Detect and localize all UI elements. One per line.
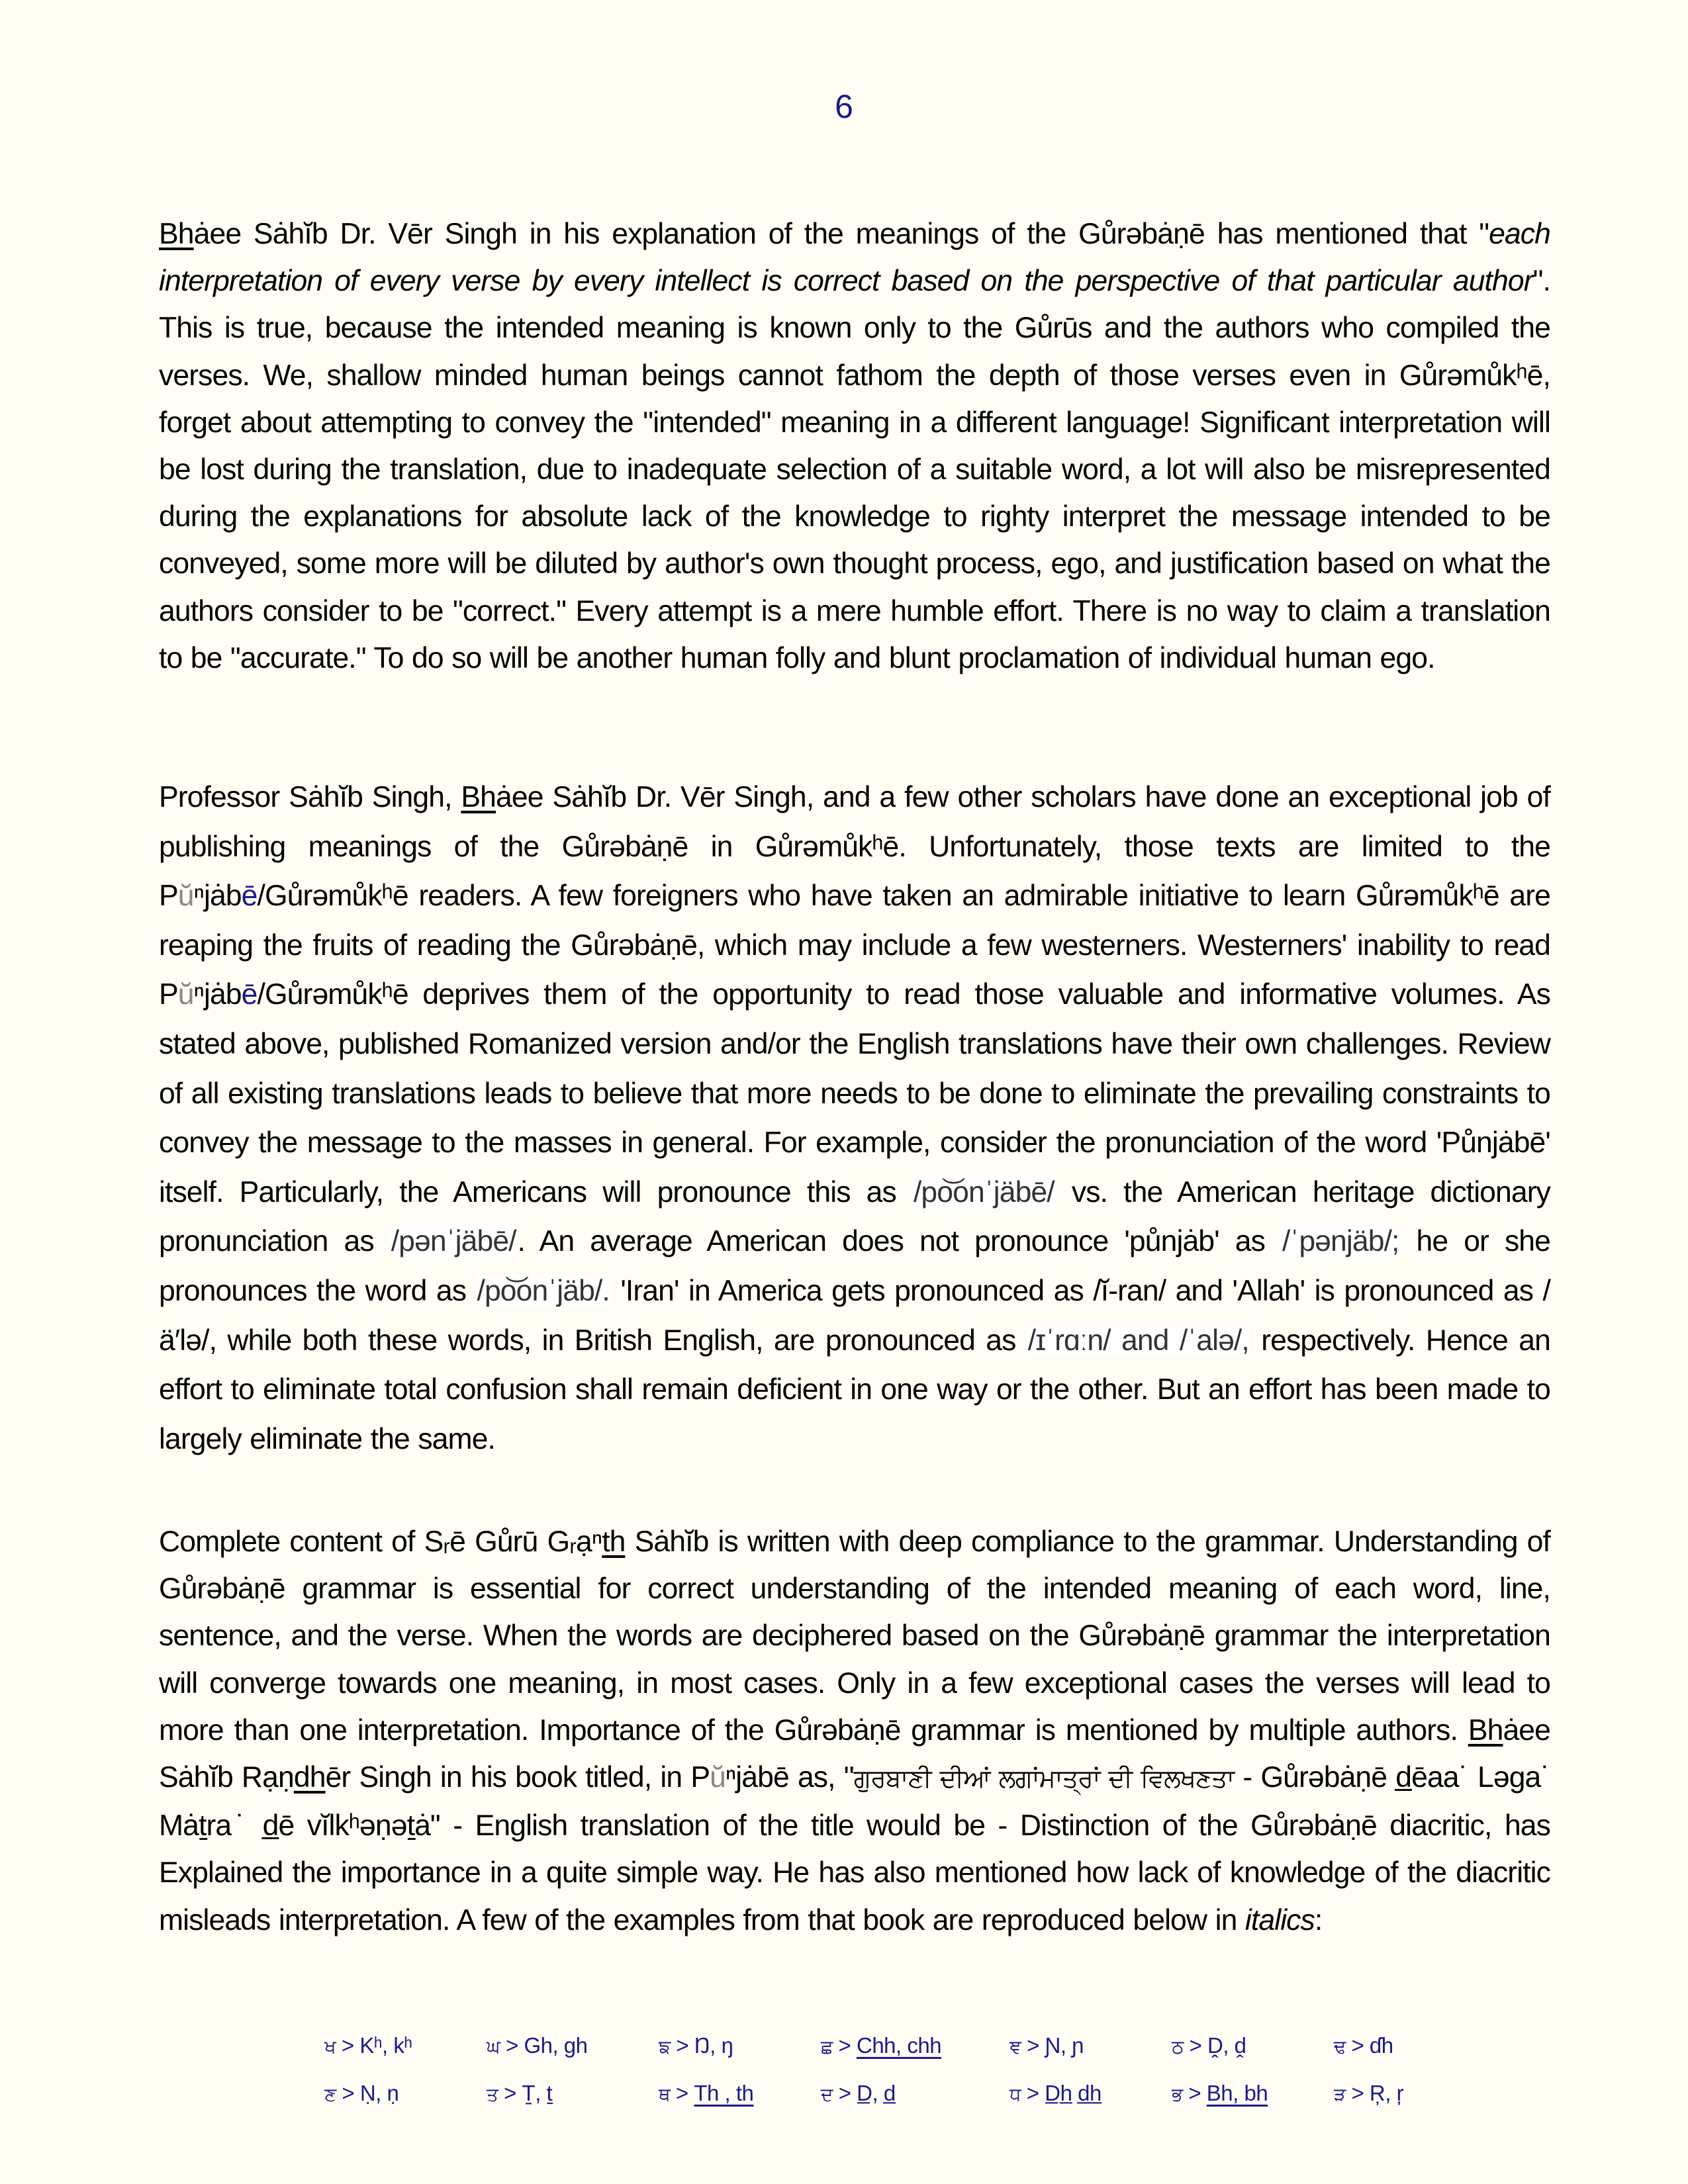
table-cell: ਛ > Chh, chh: [821, 2033, 942, 2058]
italic-quote: each interpretation of every verse by every intellect is correct based on the perspective of that particular author: [159, 218, 1550, 298]
paragraph-grammar: [159, 1518, 1550, 1944]
text: ⁿjȧb: [193, 978, 242, 1011]
grey-letter: ŭ: [177, 978, 194, 1011]
table-cell: ਭ > Bh, bh: [1172, 2081, 1268, 2105]
table-cell: ਣ > Ṇ, ṇ: [324, 2081, 399, 2105]
roman-equivalent: Bh, bh: [1206, 2081, 1268, 2105]
text: ȧee Sȧhĭb Dr. Vēr Singh, and a few other scholars have done an exceptional job of publishing meanings of the Gůrəbȧṇē in Gůrəmůkʰē. Unfortunately, those texts are limited to the P: [159, 781, 1550, 913]
paragraph-intro: [159, 210, 1550, 682]
text: Professor Sȧhĭb Singh,: [159, 781, 461, 813]
gurmukhi-letter: ਖ: [324, 2036, 336, 2058]
roman-equivalent: D̲h̲ d̲h̲: [1045, 2081, 1102, 2105]
gurmukhi-letter: ਙ: [659, 2036, 671, 2058]
text: ⁿjȧbē as, ": [725, 1761, 854, 1794]
text: /Gůrəmůkʰē deprives them of the opportunity to read those valuable and informative volumes. As stated above, published Romanized version and/or the English translations have their own challenges. Review of all existing translations leads to believe that more needs to be done to eliminate the prevailing constraints to convey the message to the masses in general. For example, consider the pronunciation of the word 'Půnjȧbē' itself. Particularly, the Americans will pronounce this as: [159, 978, 1550, 1208]
roman-equivalent: Gh, gh: [524, 2033, 588, 2058]
roman-equivalent: Ḓ, ḓ: [1207, 2033, 1246, 2058]
table-cell: ਖ > Kʰ, kʰ: [324, 2033, 412, 2058]
table-row: [324, 2022, 1466, 2070]
text: ȧee Sȧhĭb Dr. Vēr Singh in his explanation of the meanings of the Gůrəbȧṇē has mentioned that ": [193, 218, 1489, 250]
grey-letter: ŭ: [177, 880, 194, 913]
table-cell: ੜ > Ŗ, ŗ: [1334, 2081, 1404, 2105]
underlined-bh: Bh: [159, 218, 194, 250]
gurmukhi-letter: ੜ: [1334, 2083, 1346, 2105]
gurmukhi-letter: ਦ: [821, 2083, 833, 2105]
text: - Gůrəbȧṇē d̲ēaa˙ Ləga˙ Mȧṯra˙ d̲ē vĭlkʰəṇəṯȧ" - English translation of the title would be - Distinction of the Gůrəbȧṇē diacritic, has Explained the importance in a quite simple way. He has also mentioned how lack of knowledge of the diacritic misleads interpretation. A few of the examples from that book are reproduced below in: [159, 1761, 1550, 1936]
text: :: [1314, 1903, 1323, 1936]
table-cell: ਢ > ɗh: [1334, 2033, 1393, 2058]
text: respectively. Hence an effort to eliminate total confusion shall remain deficient in one way or the other. But an effort has been made to largely eliminate the same.: [159, 1324, 1550, 1455]
text: 'Iran' in America gets pronounced as /ĭ-ran/ and 'Allah' is pronounced as /ä′lə/, while both these words, in British English, are pronounced as: [159, 1274, 1550, 1357]
gurmukhi-title: ਗੁਰਬਾਣੀ ਦੀਆਂ ਲਗਾਂਮਾਤ੍ਰਾਂ ਦੀ ਵਿਲਖਣਤਾ: [853, 1764, 1235, 1794]
table-cell: ਠ > Ḓ, ḓ: [1172, 2033, 1246, 2058]
table-cell: ਙ > Ŋ, ŋ: [659, 2033, 733, 2058]
blue-letter: ē: [241, 978, 258, 1011]
ipa-pronunciation: /ɪˈrɑːn/ and /ˈalə/,: [1027, 1324, 1249, 1357]
paragraph-scholars: [159, 773, 1550, 1464]
text: /Gůrəmůkʰē readers. A few foreigners who have taken an admirable initiative to learn Gůrəmůkʰē are reaping the fruits of reading the Gůrəbȧṇē, which may include a few westerners. Westerners' inability to read P: [159, 880, 1550, 1011]
ipa-pronunciation: /po͝onˈjäbē/: [913, 1175, 1055, 1208]
table-row: [324, 2070, 1466, 2117]
roman-equivalent: D̲, d̲: [857, 2081, 896, 2105]
table-cell: ਘ > Gh, gh: [487, 2033, 588, 2058]
table-cell: ਤ > Ṯ, ṯ: [487, 2081, 553, 2105]
text: ". This is true, because the intended meaning is known only to the Gůrūs and the authors who compiled the verses. We, shallow minded human beings cannot fathom the depth of those verses even in Gůrəmůkʰē, forget about attempting to convey the "intended" meaning in a different language! Significant interpretation will be lost during the translation, due to inadequate selection of a suitable word, a lot will also be misrepresented during the explanations for absolute lack of the knowledge to righty interpret the message intended to be conveyed, some more will be diluted by author's own thought process, ego, and justification based on what the authors consider to be "correct." Every attempt is a mere humble effort. There is no way to claim a translation to be "accurate." To do so will be another human folly and blunt proclamation of individual human ego.: [159, 265, 1550, 674]
underlined-dh: dh: [293, 1761, 326, 1794]
gurmukhi-letter: ਞ: [1009, 2036, 1021, 2058]
gurmukhi-letter: ਣ: [324, 2083, 336, 2105]
roman-equivalent: Th , th: [694, 2081, 754, 2105]
table-cell: ਞ > Ɲ, ɲ: [1009, 2033, 1084, 2058]
page-number: 6: [835, 88, 853, 125]
roman-equivalent: Chh, chh: [856, 2033, 942, 2058]
ipa-pronunciation: /pənˈjäbē/: [391, 1225, 516, 1258]
gurmukhi-letter: ਘ: [487, 2036, 500, 2058]
text: ēr Singh in his book titled, in P: [325, 1761, 710, 1794]
underlined-bh: Bh: [1468, 1713, 1503, 1747]
ipa-pronunciation: /ˈpənjäb/;: [1282, 1225, 1399, 1258]
gurmukhi-letter: ਤ: [487, 2083, 498, 2105]
gurmukhi-letter: ਛ: [821, 2036, 833, 2058]
text: ȧee Sȧhĭb Rạṇ: [159, 1713, 1550, 1794]
text: . An average American does not pronounce 'půnjȧb' as: [517, 1225, 1281, 1258]
table-cell: ਧ > D̲h̲ d̲h̲: [1009, 2081, 1102, 2105]
text: ⁿjȧb: [193, 880, 242, 913]
roman-equivalent: Ŗ, ŗ: [1369, 2081, 1404, 2105]
gurmukhi-letter: ਭ: [1172, 2083, 1183, 2105]
roman-equivalent: ɗh: [1369, 2033, 1393, 2058]
gurmukhi-letter: ਠ: [1172, 2036, 1184, 2058]
table-cell: ਦ > D̲, d̲: [821, 2081, 896, 2105]
gurmukhi-letter: ਧ: [1009, 2083, 1021, 2105]
blue-letter: ē: [241, 880, 258, 913]
roman-equivalent: Ɲ, ɲ: [1045, 2033, 1084, 2058]
roman-equivalent: Ŋ, ŋ: [694, 2033, 733, 2058]
gurmukhi-letter: ਢ: [1334, 2036, 1346, 2058]
italic-word: italics: [1244, 1903, 1315, 1936]
text: vs. the American heritage dictionary pronunciation as: [159, 1175, 1550, 1258]
transliteration-table: [324, 2022, 1466, 2117]
roman-equivalent: Ṇ, ṇ: [359, 2081, 399, 2105]
underlined-bh: Bh: [461, 781, 496, 813]
text: he or she pronounces the word as: [159, 1225, 1551, 1307]
roman-equivalent: Kʰ, kʰ: [359, 2033, 412, 2058]
text: Complete content of Sᵣē Gůrū Gᵣạⁿ: [159, 1525, 602, 1558]
table-cell: ਥ > Th , th: [659, 2081, 754, 2105]
grey-letter: ŭ: [710, 1761, 726, 1794]
roman-equivalent: Ṯ, ṯ: [522, 2081, 553, 2105]
gurmukhi-letter: ਥ: [659, 2083, 671, 2105]
ipa-pronunciation: /po͝onˈjäb/.: [477, 1274, 610, 1307]
text: Sȧhĭb is written with deep compliance to the grammar. Understanding of Gůrəbȧṇē grammar is essential for correct understanding of the intended meaning of each word, line, sentence, and the verse. When the words are deciphered based on the Gůrəbȧṇē grammar the interpretation will converge towards one meaning, in most cases. Only in a few exceptional cases the verses will lead to more than one interpretation. Importance of the Gůrəbȧṇē grammar is mentioned by multiple authors.: [159, 1525, 1550, 1747]
underlined-th: th: [602, 1525, 626, 1558]
